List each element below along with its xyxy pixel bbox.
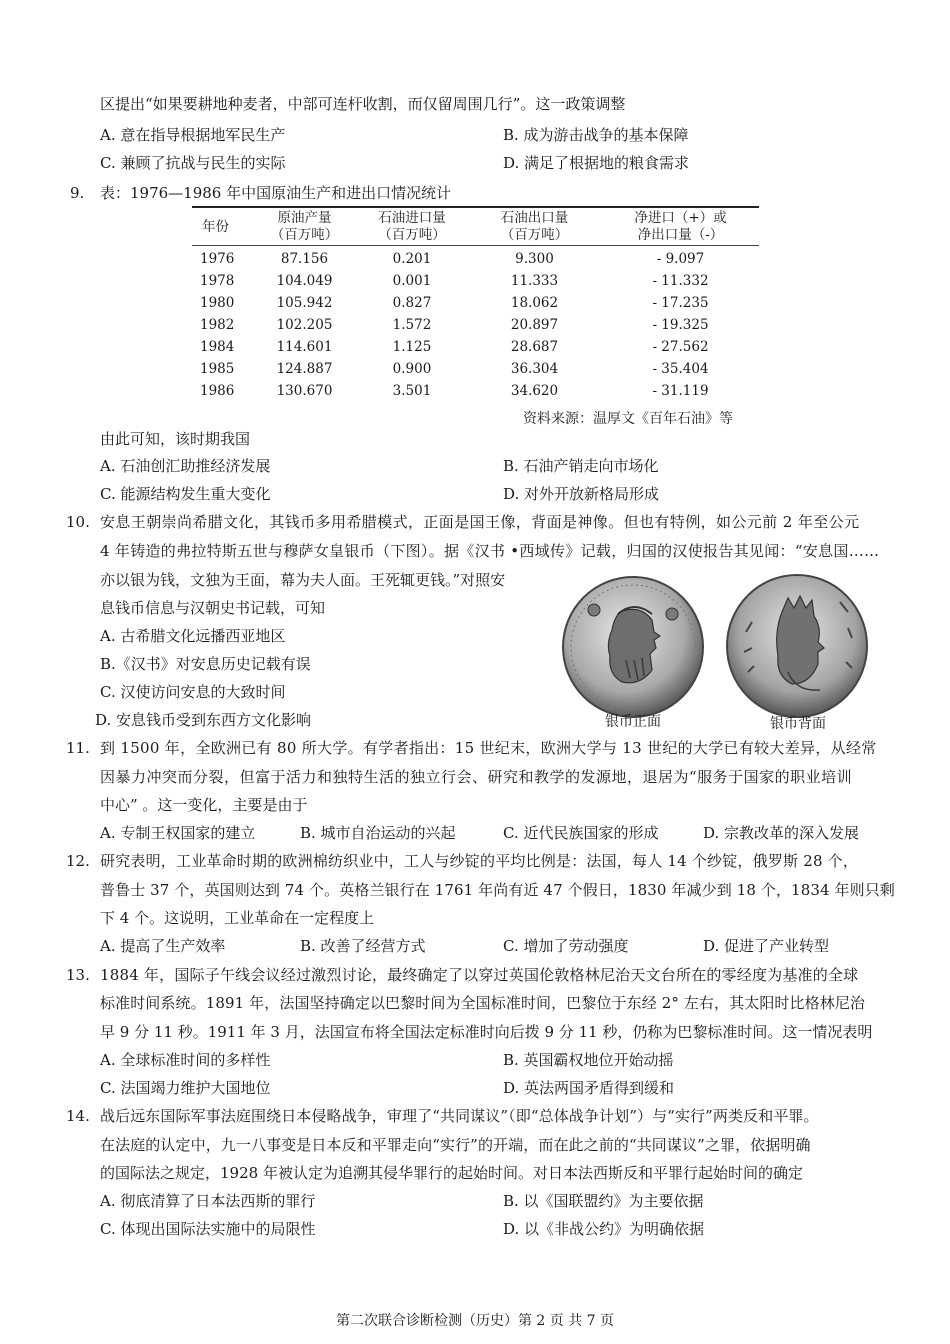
table-source-note: 资料来源：温厚文《百年石油》等 [523, 411, 733, 427]
table-cell: 1980 [200, 295, 235, 311]
coin-back-image [724, 572, 870, 720]
q8-option-d: D. 满足了根据地的粮食需求 [503, 154, 690, 172]
table-row [192, 380, 759, 402]
q14-option-b: B. 以《国联盟约》为主要依据 [503, 1192, 704, 1210]
table-cell: - 11.332 [652, 273, 709, 289]
table-cell: 1978 [200, 273, 235, 289]
table-cell: 34.620 [510, 383, 559, 399]
q12-option-b: B. 改善了经营方式 [300, 937, 426, 955]
table-row [192, 336, 759, 358]
coin-back-label: 银币背面 [770, 716, 826, 732]
header-net: 净进口（+）或 净出口量（-） [634, 210, 727, 243]
q9-stem: 表：1976—1986 年中国原油生产和进出口情况统计 [100, 184, 452, 202]
table-cell: 1984 [200, 339, 235, 355]
table-cell: 130.670 [276, 383, 333, 399]
q9-number: 9. [70, 184, 85, 202]
table-cell: - 31.119 [652, 383, 709, 399]
q13-number: 13. [66, 966, 90, 984]
table-cell: 9.300 [515, 251, 554, 267]
table-cell: 1.572 [392, 317, 432, 333]
table-cell: - 17.235 [652, 295, 709, 311]
oil-statistics-table [192, 206, 759, 402]
q9-option-d: D. 对外开放新格局形成 [503, 485, 660, 503]
q9-option-b: B. 石油产销走向市场化 [503, 457, 659, 475]
q14-number: 14. [66, 1107, 90, 1125]
coin-front-image [560, 574, 706, 720]
q13-option-c: C. 法国竭力维护大国地位 [100, 1079, 271, 1097]
q10-line-4: 息钱币信息与汉朝史书记载，可知 [100, 599, 326, 617]
q14-line-3: 的国际法之规定，1928 年被认定为追溯其侵华罪行的起始时间。对日本法西斯反和平罪行起始时间的确定 [100, 1164, 803, 1182]
q12-line-3: 下 4 个。这说明，工业革命在一定程度上 [100, 909, 375, 927]
q8-option-b: B. 成为游击战争的基本保障 [503, 126, 689, 144]
table-cell: 0.900 [392, 361, 432, 377]
table-cell: 1982 [200, 317, 235, 333]
q13-option-a: A. 全球标准时间的多样性 [100, 1051, 271, 1069]
q13-option-b: B. 英国霸权地位开始动摇 [503, 1051, 674, 1069]
table-cell: 20.897 [510, 317, 559, 333]
q12-option-d: D. 促进了产业转型 [703, 937, 830, 955]
table-cell: - 35.404 [652, 361, 709, 377]
q12-line-1: 研究表明，工业革命时期的欧洲棉纺织业中，工人与纱锭的平均比例是：法国，每人 14 个纱锭，俄罗斯 28 个， [100, 852, 859, 870]
q9-option-c: C. 能源结构发生重大变化 [100, 485, 271, 503]
table-cell: 102.205 [276, 317, 333, 333]
q11-number: 11. [66, 739, 90, 757]
q14-line-2: 在法庭的认定中，九一八事变是日本反和平罪走向“实行”的开端，而在此之前的“共同谋议”之罪，依据明确 [100, 1136, 811, 1154]
table-cell: 36.304 [510, 361, 559, 377]
q10-line-1: 安息王朝崇尚希腊文化，其钱币多用希腊模式，正面是国王像，背面是神像。但也有特例，如公元前 2 年至公元 [100, 513, 860, 531]
table-cell: 0.201 [392, 251, 432, 267]
q10-option-c: C. 汉使访问安息的大致时间 [100, 683, 286, 701]
table-cell: 3.501 [392, 383, 432, 399]
table-cell: 28.687 [510, 339, 559, 355]
table-cell: 87.156 [280, 251, 329, 267]
header-import: 石油进口量 （百万吨） [378, 210, 446, 243]
q11-line-1: 到 1500 年，全欧洲已有 80 所大学。有学者指出：15 世纪末，欧洲大学与 13 世纪的大学已有较大差异，从经常 [100, 739, 877, 757]
table-header-row [192, 206, 759, 248]
table-cell: 124.887 [276, 361, 333, 377]
q11-option-b: B. 城市自治运动的兴起 [300, 824, 456, 842]
table-cell: - 27.562 [652, 339, 709, 355]
table-cell: - 9.097 [656, 251, 705, 267]
table-cell: 105.942 [276, 295, 333, 311]
q8-option-a: A. 意在指导根据地军民生产 [100, 126, 286, 144]
table-cell: 1985 [200, 361, 235, 377]
q10-option-d: D. 安息钱币受到东西方文化影响 [95, 711, 312, 729]
q8-stem-tail: 区提出“如果要耕地种麦者，中部可连杆收割，而仅留周围几行”。这一政策调整 [100, 95, 626, 113]
q12-number: 12. [66, 852, 90, 870]
q13-line-1: 1884 年，国际子午线会议经过激烈讨论，最终确定了以穿过英国伦敦格林尼治天文台所在的零经度为基准的全球 [100, 966, 859, 984]
q10-option-b: B.《汉书》对安息历史记载有误 [100, 655, 311, 673]
table-cell: 0.827 [392, 295, 432, 311]
table-row [192, 358, 759, 380]
table-cell: 114.601 [276, 339, 333, 355]
table-row [192, 292, 759, 314]
q12-option-c: C. 增加了劳动强度 [503, 937, 629, 955]
q11-option-a: A. 专制王权国家的建立 [100, 824, 256, 842]
q14-option-d: D. 以《非战公约》为明确依据 [503, 1220, 705, 1238]
q11-line-3: 中心” 。这一变化，主要是由于 [100, 796, 308, 814]
table-cell: 104.049 [276, 273, 333, 289]
table-cell: 1986 [200, 383, 235, 399]
table-row [192, 248, 759, 270]
table-cell: 11.333 [510, 273, 559, 289]
q8-option-c: C. 兼顾了抗战与民生的实际 [100, 154, 286, 172]
table-cell: 1976 [200, 251, 235, 267]
table-cell: - 19.325 [652, 317, 709, 333]
q14-line-1: 战后远东国际军事法庭围绕日本侵略战争，审理了“共同谋议”（即“总体战争计划”）与“实行”两类反和平罪。 [100, 1107, 819, 1125]
q11-option-c: C. 近代民族国家的形成 [503, 824, 659, 842]
q10-number: 10. [66, 513, 90, 531]
table-cell: 1.125 [392, 339, 432, 355]
q13-line-3: 早 9 分 11 秒。1911 年 3 月，法国宣布将全国法定标准时向后拨 9 分 11 秒，仍称为巴黎标准时间。这一情况表明 [100, 1023, 873, 1041]
page-footer: 第二次联合诊断检测（历史）第 2 页 共 7 页 [335, 1313, 615, 1329]
header-crude-output: 原油产量 （百万吨） [270, 210, 339, 243]
table-row [192, 314, 759, 336]
q14-option-c: C. 体现出国际法实施中的局限性 [100, 1220, 316, 1238]
q11-option-d: D. 宗教改革的深入发展 [703, 824, 860, 842]
header-export: 石油出口量 （百万吨） [500, 210, 569, 243]
q9-option-a: A. 石油创汇助推经济发展 [100, 457, 271, 475]
q10-line-2: 4 年铸造的弗拉特斯五世与穆萨女皇银币（下图）。据《汉书 •西域传》记载，归国的汉使报告其见闻：“安息国…… [100, 542, 880, 560]
q13-option-d: D. 英法两国矛盾得到缓和 [503, 1079, 675, 1097]
table-cell: 0.001 [392, 273, 432, 289]
q10-line-3: 亦以银为钱，文独为王面，幕为夫人面。王死辄更钱。”对照安 [100, 571, 506, 589]
q13-line-2: 标准时间系统。1891 年，法国坚持确定以巴黎时间为全国标准时间，巴黎位于东经 2° 左右，其太阳时比格林尼治 [100, 994, 866, 1012]
q14-option-a: A. 彻底清算了日本法西斯的罪行 [100, 1192, 316, 1210]
coin-front-label: 银币正面 [605, 714, 661, 730]
q12-option-a: A. 提高了生产效率 [100, 937, 226, 955]
q12-line-2: 普鲁士 37 个，英国则达到 74 个。英格兰银行在 1761 年尚有近 47 个假日，1830 年减少到 18 个，1834 年则只剩 [100, 881, 895, 899]
table-row [192, 270, 759, 292]
header-year: 年份 [202, 218, 229, 235]
q9-question: 由此可知，该时期我国 [100, 430, 251, 448]
table-cell: 18.062 [510, 295, 559, 311]
q10-option-a: A. 古希腊文化远播西亚地区 [100, 627, 286, 645]
q11-line-2: 因暴力冲突而分裂，但富于活力和独特生活的独立行会、研究和教学的发源地，退居为“服务于国家的职业培训 [100, 768, 853, 786]
